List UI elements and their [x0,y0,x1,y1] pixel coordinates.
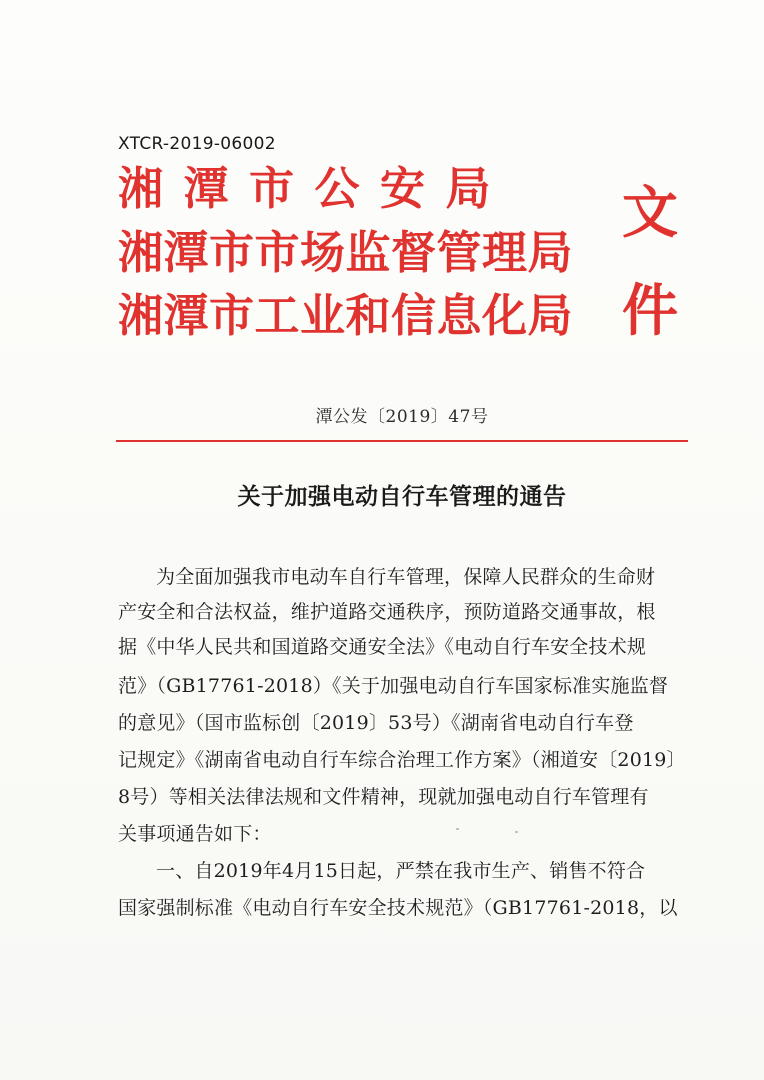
body-line-1: 为全面加强我市电动车自行车管理，保障人民群众的生命财 [156,566,656,588]
body-line-6: 记规定》《湖南省电动自行车综合治理工作方案》（湘道安〔2019〕 [118,749,686,771]
scan-speck [515,831,518,833]
body-line-7: 8号）等相关法律法规和文件精神，现就加强电动自行车管理有 [118,786,649,808]
document-word-wen: 文 [622,180,678,246]
red-divider-line [116,440,688,442]
body-line-8: 关事项通告如下： [118,823,272,845]
document-word-jian: 件 [622,278,678,344]
issuer-public-security-bureau: 湘潭市公安局 [118,162,512,215]
notice-title: 关于加强电动自行车管理的通告 [237,483,567,510]
body-line-10: 国家强制标准《电动自行车安全技术规范》（GB17761-2018，以 [118,897,678,919]
body-line-5: 的意见》（国市监标创〔2019〕53号）《湖南省电动自行车登 [118,712,634,734]
body-line-3: 据《中华人民共和国道路交通安全法》《电动自行车安全技术规 [118,636,647,658]
issuer-market-supervision-bureau: 湘潭市市场监督管理局 [118,226,574,279]
document-code: XTCR-2019-06002 [118,134,276,154]
document-number: 潭公发〔2019〕47号 [315,407,489,427]
body-line-4: 范》（GB17761-2018）《关于加强电动自行车国家标准实施监督 [118,675,669,697]
body-line-9: 一、自2019年4月15日起，严禁在我市生产、销售不符合 [156,860,646,882]
body-line-2: 产安全和合法权益，维护道路交通秩序，预防道路交通事故，根 [118,601,656,623]
issuer-industry-information-bureau: 湘潭市工业和信息化局 [118,289,574,342]
scan-speck [456,828,459,830]
